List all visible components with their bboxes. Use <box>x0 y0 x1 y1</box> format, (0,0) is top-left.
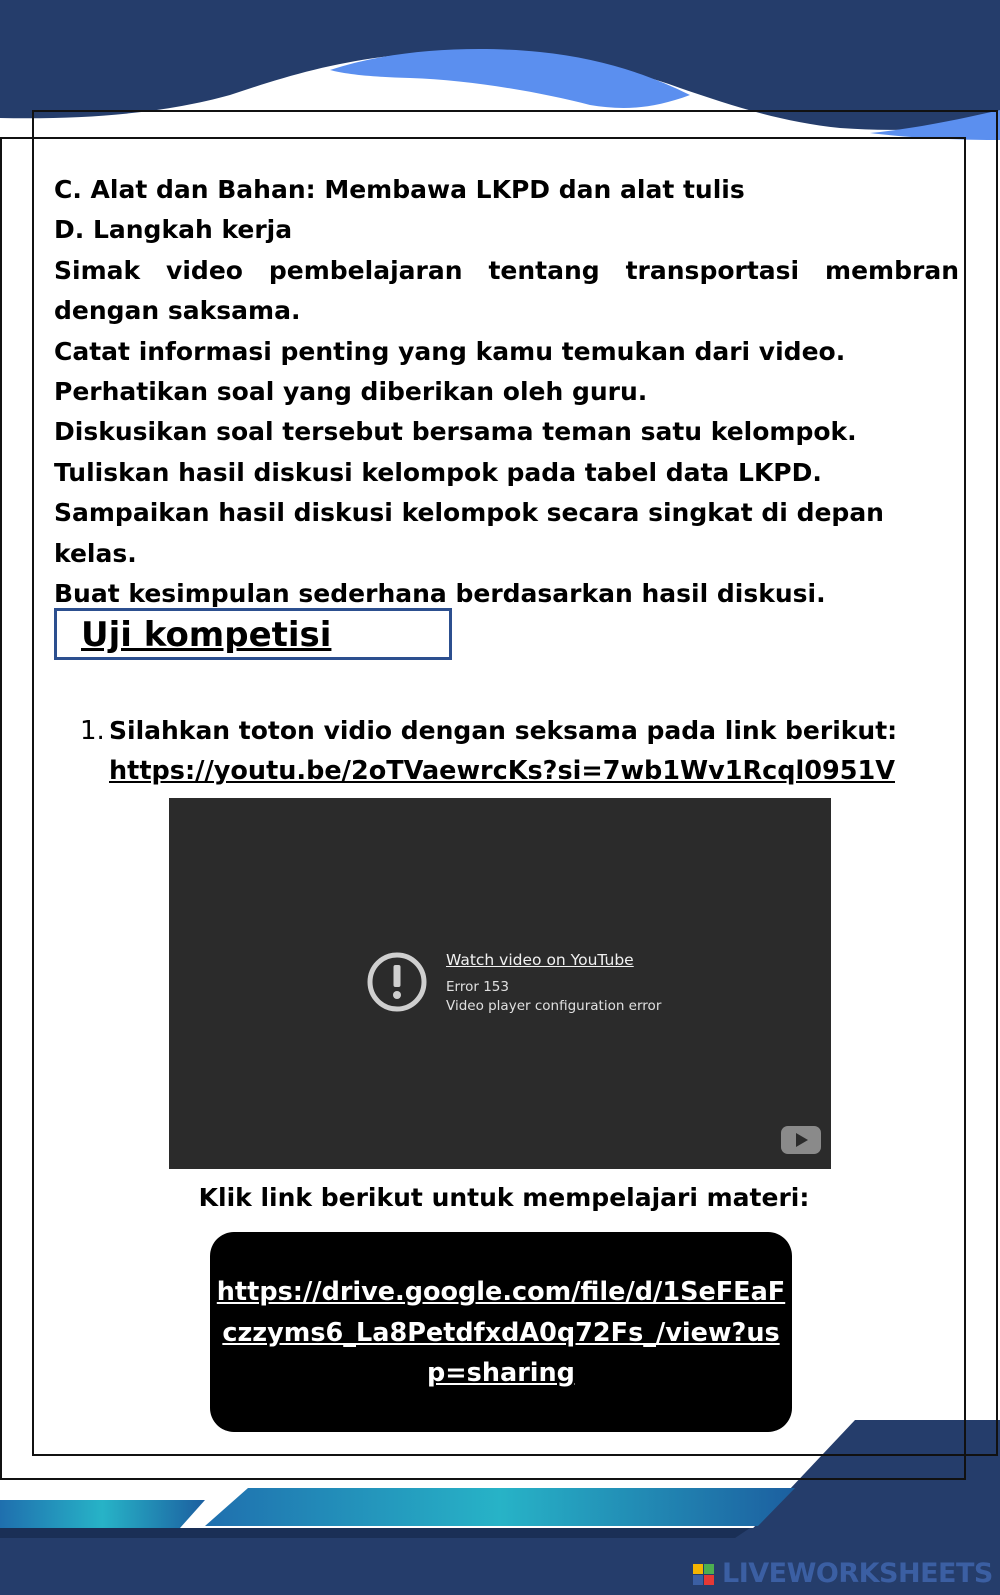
youtube-embed[interactable] <box>169 798 831 1169</box>
work-steps <box>54 170 959 614</box>
section-title: Uji kompetisi <box>81 615 332 655</box>
youtube-link[interactable]: https://youtu.be/2oTVaewrcKs?si=7wb1Wv1Rcql0951V <box>109 756 895 786</box>
step-item: Simak video pembelajaran tentang transportasi membran dengan saksama. <box>54 255 959 326</box>
step-item: Catat informasi penting yang kamu temukan dari video. <box>54 336 846 366</box>
steps-heading: D. Langkah kerja <box>54 215 293 245</box>
question-text: Silahkan toton vidio dengan seksama pada link berikut: <box>109 716 898 745</box>
question-number: 1. <box>80 716 105 746</box>
error-code: Error 153 <box>446 979 509 995</box>
tools-line: C. Alat dan Bahan: Membawa LKPD dan alat tulis <box>54 175 745 204</box>
brand-name: LIVEWORKSHEETS <box>722 1558 993 1589</box>
error-message: Video player configuration error <box>446 998 662 1014</box>
step-item: Sampaikan hasil diskusi kelompok secara singkat di depan kelas. <box>54 498 884 568</box>
step-item: Diskusikan soal tersebut bersama teman satu kelompok. <box>54 417 857 447</box>
step-item: Perhatikan soal yang diberikan oleh guru. <box>54 377 648 407</box>
watch-on-youtube-link[interactable]: Watch video on YouTube <box>446 951 634 969</box>
youtube-play-icon[interactable] <box>781 1126 821 1154</box>
step-item: Tuliskan hasil diskusi kelompok pada tabel data LKPD. <box>54 457 822 487</box>
step-item: Buat kesimpulan sederhana berdasarkan hasil diskusi. <box>54 579 826 609</box>
material-link-box <box>210 1232 792 1432</box>
material-prompt: Klik link berikut untuk mempelajari materi: <box>198 1183 810 1212</box>
error-alert-icon <box>366 951 428 1013</box>
drive-link[interactable]: https://drive.google.com/file/d/1SeFEaFczzyms6_La8PetdfxdA0q72Fs_/view?usp=sharing <box>216 1277 786 1388</box>
section-title-box <box>54 608 452 660</box>
